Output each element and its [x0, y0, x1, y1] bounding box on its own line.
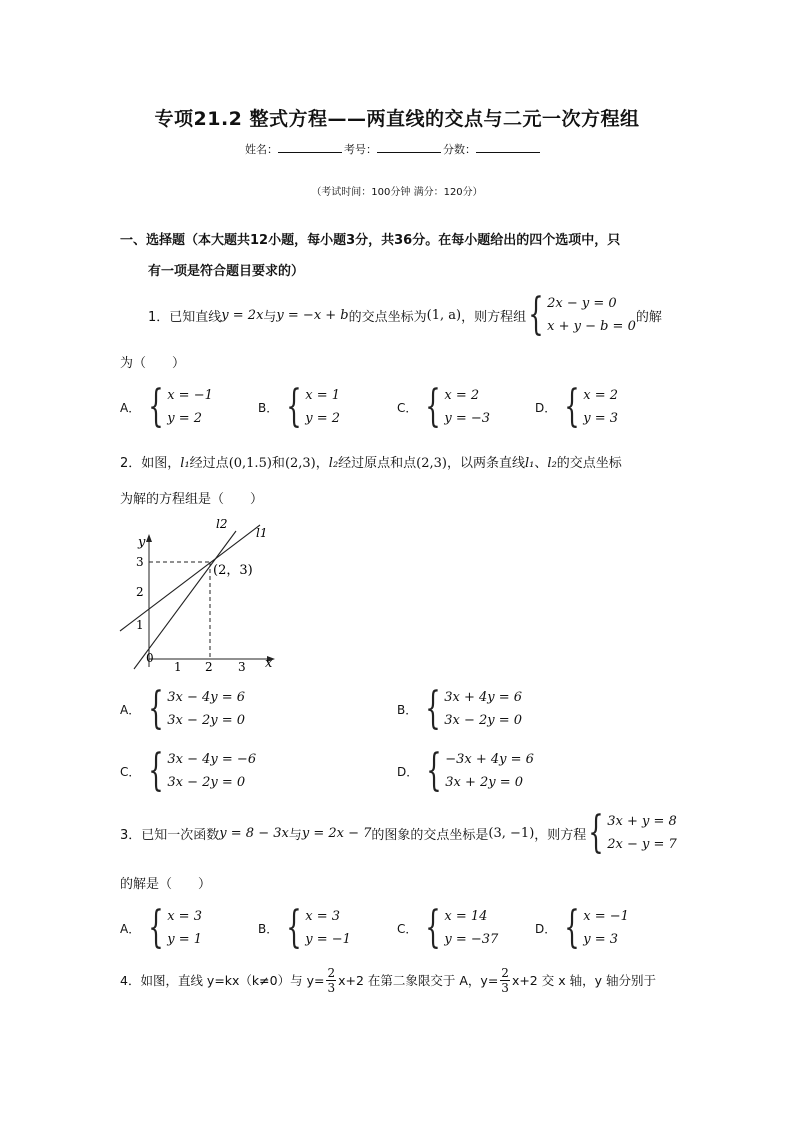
- equation: x = 3: [167, 909, 202, 924]
- q2-l1: l₁: [525, 456, 535, 471]
- y-axis-arrow-icon: [146, 534, 152, 542]
- name-blank[interactable]: [278, 142, 342, 153]
- option-label: A．: [120, 921, 141, 936]
- option-label: D．: [535, 921, 557, 936]
- q2-line2: 为解的方程组是（ ）: [120, 492, 264, 507]
- option-label: B．: [397, 702, 418, 717]
- option-label: B．: [258, 400, 279, 415]
- question-number: 4．: [120, 973, 141, 988]
- q2-text: 如图，: [141, 456, 181, 471]
- q3-text: 已知一次函数: [141, 827, 220, 843]
- equation: 3x + y = 8: [607, 814, 677, 829]
- brace-icon: {: [564, 381, 580, 432]
- fraction: [500, 966, 510, 995]
- equation: y = −1: [305, 932, 351, 947]
- page-title: 专项21.2 整式方程——两直线的交点与二元一次方程组: [154, 108, 640, 130]
- brace-icon: {: [425, 902, 442, 953]
- score-label: 分数：: [443, 143, 476, 156]
- question-number: 2．: [120, 456, 142, 471]
- q1-option-b[interactable]: [258, 381, 341, 432]
- option-label: A．: [120, 702, 141, 717]
- q3-option-d[interactable]: [535, 902, 629, 953]
- q2-l2: l₂: [328, 456, 339, 471]
- equation: x = 1: [305, 388, 340, 403]
- q1-text: 的解: [635, 309, 662, 325]
- q3-text: 与: [288, 827, 302, 843]
- score-blank[interactable]: [476, 142, 540, 153]
- brace-icon: {: [148, 745, 165, 796]
- section-heading-cont: 有一项是符合题目要求的）: [148, 264, 305, 279]
- l2-label: l2: [216, 517, 228, 531]
- q2-graph: [112, 512, 282, 677]
- question-4: [120, 962, 656, 998]
- x-tick-label: 3: [238, 660, 246, 674]
- q3-text: ，则方程: [534, 827, 587, 843]
- q2-option-a[interactable]: [120, 683, 246, 734]
- brace-icon: {: [425, 683, 441, 734]
- fraction: [326, 966, 336, 995]
- q2-text: 经过点: [189, 456, 229, 471]
- x-tick-label: 1: [174, 660, 182, 674]
- equation: y = 3: [583, 932, 619, 947]
- q1-eq2: y = −x + b: [276, 307, 349, 323]
- equation: y = 2: [167, 411, 202, 426]
- q2-option-b[interactable]: [397, 683, 523, 734]
- y-tick-label: 1: [136, 618, 144, 632]
- name-label: 姓名：: [245, 143, 278, 156]
- equation: x = 2: [583, 388, 619, 403]
- equation: 3x − 2y = 0: [167, 775, 246, 790]
- fraction-numerator: 2: [327, 965, 336, 980]
- q2-text: 经过原点和点: [338, 456, 417, 471]
- equation: y = 3: [583, 411, 619, 426]
- id-blank[interactable]: [377, 142, 441, 153]
- fraction-numerator: 2: [501, 965, 509, 980]
- equation: 3x − 4y = 6: [167, 690, 246, 705]
- q4-text: x+2 交 x 轴，y 轴分别于: [511, 973, 656, 988]
- brace-icon: {: [148, 683, 164, 734]
- q1-text: 的交点坐标为: [348, 309, 427, 325]
- y-tick-label: 3: [136, 555, 144, 569]
- brace-icon: {: [148, 381, 164, 432]
- q3-system: [586, 807, 677, 858]
- fraction-denominator: 3: [501, 980, 509, 995]
- option-label: D．: [535, 400, 557, 415]
- option-label: D．: [397, 764, 419, 779]
- q2-text: ，以两条直线: [447, 456, 526, 471]
- equation: x = 3: [305, 909, 340, 924]
- q2-l2: l₂: [547, 456, 557, 471]
- q3-point: (3, −1): [488, 825, 535, 841]
- option-label: C．: [120, 764, 141, 779]
- q2-text: ，: [315, 456, 329, 471]
- question-number: 3．: [120, 827, 142, 843]
- x-tick-label: 2: [205, 660, 213, 674]
- q1-option-c[interactable]: [397, 381, 491, 432]
- equation: 2x − y = 7: [607, 837, 677, 852]
- equation: x = −1: [583, 909, 629, 924]
- y-tick-label: 2: [136, 585, 144, 599]
- brace-icon: {: [425, 381, 442, 432]
- q3-option-a[interactable]: [120, 902, 202, 953]
- brace-icon: {: [528, 289, 544, 340]
- q3-eq1: y = 8 − 3x: [219, 825, 289, 841]
- q2-point: (0,1.5): [228, 456, 272, 471]
- equation: x + y − b = 0: [547, 319, 636, 334]
- id-label: 考号：: [344, 143, 377, 156]
- brace-icon: {: [286, 381, 302, 432]
- q3-line2: 的解是（ ）: [120, 877, 212, 892]
- equation: x = 14: [444, 909, 488, 924]
- y-axis-label: y: [138, 535, 146, 550]
- x-axis-label: x: [265, 656, 273, 671]
- q3-option-c[interactable]: [397, 902, 499, 953]
- equation: y = 1: [167, 932, 202, 947]
- equation: x = 2: [444, 388, 480, 403]
- l1-label: l1: [256, 526, 268, 540]
- fraction-denominator: 3: [327, 980, 336, 995]
- q4-text: 如图，直线 y=kx（k≠0）与 y=: [140, 973, 325, 988]
- equation: 3x − 4y = −6: [167, 752, 257, 767]
- question-1: [148, 289, 662, 340]
- equation: 3x + 4y = 6: [444, 690, 523, 705]
- brace-icon: {: [426, 745, 442, 796]
- equation: −3x + 4y = 6: [445, 752, 534, 767]
- question-3: [120, 807, 677, 858]
- origin-label: 0: [146, 651, 154, 665]
- equation: y = −3: [444, 411, 491, 426]
- option-label: B．: [258, 921, 279, 936]
- option-label: C．: [397, 400, 418, 415]
- q1-line2: 为（ ）: [120, 356, 186, 371]
- q2-text: 和: [271, 456, 285, 471]
- equation: 3x − 2y = 0: [444, 713, 523, 728]
- brace-icon: {: [564, 902, 580, 953]
- q3-option-b[interactable]: [258, 902, 351, 953]
- equation: 3x + 2y = 0: [445, 775, 524, 790]
- q4-text: x+2 在第二象限交于 A，y=: [338, 973, 499, 988]
- option-label: C．: [397, 921, 418, 936]
- q2-option-c[interactable]: [120, 745, 257, 796]
- q2-text: 的交点坐标: [556, 456, 622, 471]
- q1-point: (1, a): [426, 307, 462, 323]
- q1-option-a[interactable]: [120, 381, 213, 432]
- intersection-label: (2，3): [213, 563, 253, 578]
- q1-system: [526, 289, 636, 340]
- q3-text: 的图象的交点坐标是: [371, 827, 489, 843]
- q1-text: 已知直线: [169, 309, 222, 325]
- option-label: A．: [120, 400, 141, 415]
- equation: y = −37: [444, 932, 499, 947]
- exam-note: （考试时间：100分钟 满分：120分）: [311, 187, 483, 198]
- q1-text: ，则方程组: [461, 309, 527, 325]
- q2-text: 、: [534, 456, 548, 471]
- q2-option-d[interactable]: [397, 745, 534, 796]
- brace-icon: {: [588, 807, 604, 858]
- q2-point: (2,3): [284, 456, 316, 471]
- q3-eq2: y = 2x − 7: [301, 825, 372, 841]
- q2-l1: l₁: [180, 456, 190, 471]
- section-heading: 一、选择题（本大题共12小题，每小题3分，共36分。在每小题给出的四个选项中，只: [120, 233, 621, 248]
- q1-text: 与: [263, 309, 277, 325]
- question-2: [120, 452, 622, 471]
- question-number: 1．: [148, 309, 170, 325]
- q1-option-d[interactable]: [535, 381, 619, 432]
- equation: 3x − 2y = 0: [167, 713, 246, 728]
- brace-icon: {: [148, 902, 164, 953]
- equation: 2x − y = 0: [547, 296, 617, 311]
- equation: x = −1: [167, 388, 213, 403]
- q2-point: (2,3): [416, 456, 447, 471]
- brace-icon: {: [286, 902, 302, 953]
- student-info-line: [245, 141, 542, 157]
- q1-eq1: y = 2x: [221, 307, 264, 323]
- equation: y = 2: [305, 411, 341, 426]
